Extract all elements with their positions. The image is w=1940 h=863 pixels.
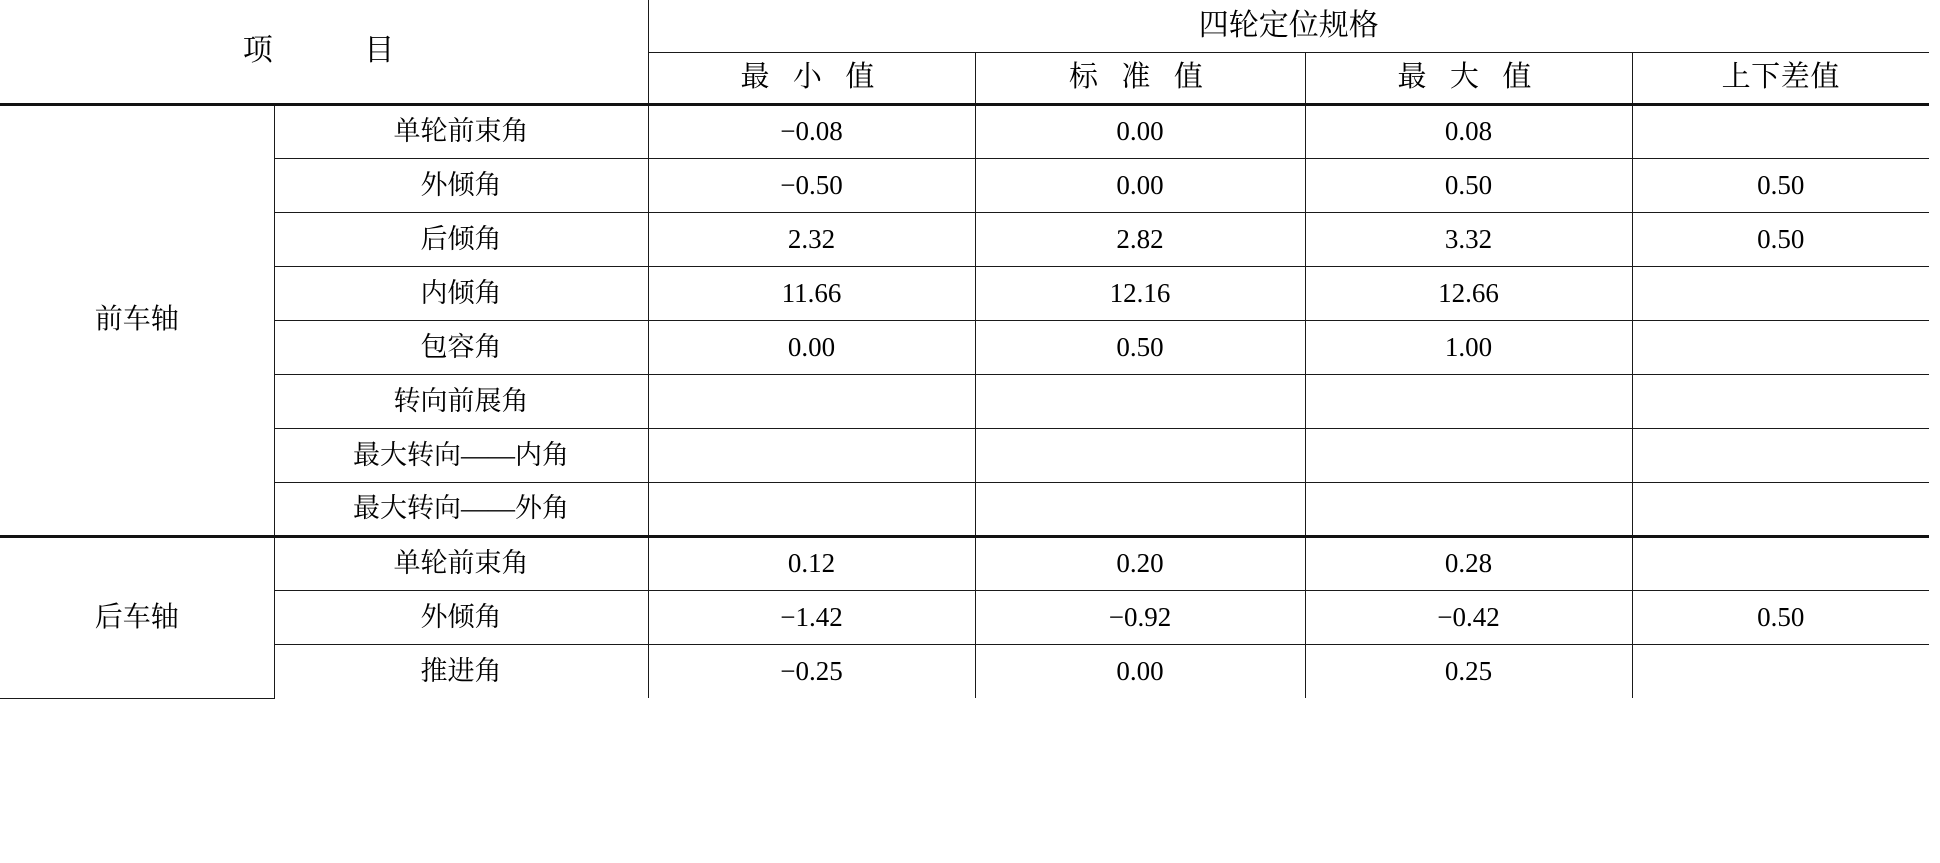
table-row	[0, 266, 1929, 320]
cell-min: −1.42	[648, 590, 975, 644]
cell-max	[1305, 428, 1632, 482]
cell-diff: 0.50	[1632, 158, 1929, 212]
table-header-row-1	[0, 0, 1929, 52]
row-label: 外倾角	[274, 158, 648, 212]
cell-min: −0.08	[648, 104, 975, 158]
row-label: 最大转向——内角	[274, 428, 648, 482]
cell-min	[648, 374, 975, 428]
row-label: 包容角	[274, 320, 648, 374]
table-row	[0, 374, 1929, 428]
cell-max: −0.42	[1305, 590, 1632, 644]
table-row	[0, 482, 1929, 536]
cell-min: 2.32	[648, 212, 975, 266]
cell-max: 12.66	[1305, 266, 1632, 320]
cell-std: 0.20	[975, 536, 1305, 590]
cell-min: 0.12	[648, 536, 975, 590]
cell-min: 0.00	[648, 320, 975, 374]
header-col-max: 最 大 值	[1305, 52, 1632, 104]
table-row	[0, 158, 1929, 212]
axis-label-front: 前车轴	[0, 104, 274, 536]
table-row	[0, 644, 1929, 698]
cell-std	[975, 482, 1305, 536]
cell-min	[648, 428, 975, 482]
cell-diff: 0.50	[1632, 590, 1929, 644]
cell-std: 0.50	[975, 320, 1305, 374]
cell-diff: 0.50	[1632, 212, 1929, 266]
cell-std: 12.16	[975, 266, 1305, 320]
header-col-diff: 上下差值	[1632, 52, 1929, 104]
header-item-cell: 项 目	[0, 0, 648, 104]
cell-std: 0.00	[975, 158, 1305, 212]
cell-diff	[1632, 374, 1929, 428]
cell-max	[1305, 482, 1632, 536]
table-row	[0, 536, 1929, 590]
table-row	[0, 104, 1929, 158]
cell-diff	[1632, 266, 1929, 320]
cell-diff	[1632, 104, 1929, 158]
cell-std	[975, 428, 1305, 482]
cell-std: 0.00	[975, 104, 1305, 158]
row-label: 单轮前束角	[274, 104, 648, 158]
table-row	[0, 428, 1929, 482]
cell-std: 0.00	[975, 644, 1305, 698]
cell-min: −0.25	[648, 644, 975, 698]
row-label: 内倾角	[274, 266, 648, 320]
cell-std: 2.82	[975, 212, 1305, 266]
row-label: 外倾角	[274, 590, 648, 644]
cell-std	[975, 374, 1305, 428]
cell-diff	[1632, 644, 1929, 698]
header-spec-group-cell: 四轮定位规格	[648, 0, 1929, 52]
cell-min: −0.50	[648, 158, 975, 212]
cell-max: 0.25	[1305, 644, 1632, 698]
row-label: 单轮前束角	[274, 536, 648, 590]
cell-max: 1.00	[1305, 320, 1632, 374]
axis-label-rear: 后车轴	[0, 536, 274, 698]
cell-diff	[1632, 536, 1929, 590]
cell-max	[1305, 374, 1632, 428]
cell-max: 0.28	[1305, 536, 1632, 590]
row-label: 推进角	[274, 644, 648, 698]
cell-min: 11.66	[648, 266, 975, 320]
cell-diff	[1632, 482, 1929, 536]
cell-std: −0.92	[975, 590, 1305, 644]
table-row	[0, 212, 1929, 266]
table-row	[0, 320, 1929, 374]
cell-min	[648, 482, 975, 536]
row-label: 后倾角	[274, 212, 648, 266]
header-col-min: 最 小 值	[648, 52, 975, 104]
cell-diff	[1632, 320, 1929, 374]
table-row	[0, 590, 1929, 644]
row-label: 最大转向——外角	[274, 482, 648, 536]
row-label: 转向前展角	[274, 374, 648, 428]
cell-diff	[1632, 428, 1929, 482]
header-col-std: 标 准 值	[975, 52, 1305, 104]
cell-max: 0.08	[1305, 104, 1632, 158]
cell-max: 0.50	[1305, 158, 1632, 212]
cell-max: 3.32	[1305, 212, 1632, 266]
